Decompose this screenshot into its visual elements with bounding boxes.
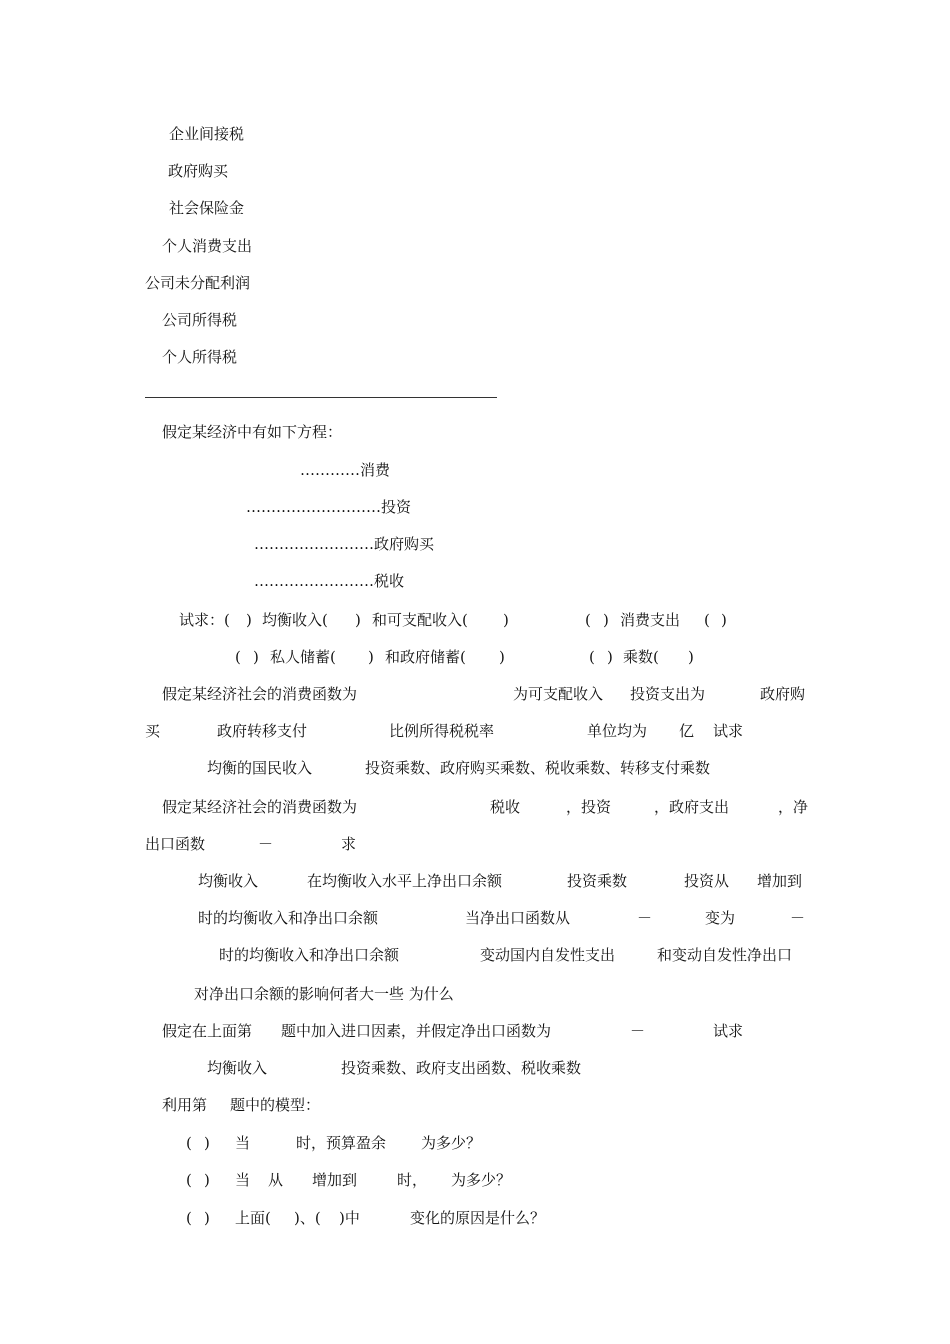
q5-item: ( — [186, 1171, 192, 1189]
q2-text: 政府转移支付 — [217, 722, 308, 740]
q5-item: 为多少？ — [451, 1171, 512, 1189]
q4-text: 均衡收入 — [207, 1059, 268, 1077]
q3-text: － — [790, 909, 806, 927]
q5-text: 题中的模型： — [230, 1096, 321, 1114]
q3-text: 时的均衡收入和净出口余额 — [198, 909, 379, 927]
q2-text: 试求 — [713, 722, 744, 740]
q4-text: 试求 — [713, 1022, 744, 1040]
q2-text: 亿 — [679, 722, 695, 740]
q3-text: 变动国内自发性支出 — [480, 946, 616, 964]
list-item: 公司未分配利润 — [145, 274, 251, 292]
q1-ask-text: 和可支配收入( — [372, 611, 468, 629]
q2-text: 单位均为 — [587, 722, 648, 740]
q3-text: 在均衡收入水平上净出口余额 — [307, 872, 503, 890]
q5-item: ) — [204, 1209, 210, 1227]
q1-ask-text: 消费支出 — [620, 611, 681, 629]
q2-text: 均衡的国民收入 — [207, 759, 313, 777]
q1-ask-text: 试求：( — [179, 611, 230, 629]
q1-ask-text: ) — [355, 611, 361, 629]
q5-item: 从 — [268, 1171, 284, 1189]
q1-ask-text: 和政府储蓄( — [385, 648, 466, 666]
q3-text: 时的均衡收入和净出口余额 — [219, 946, 400, 964]
list-item: 个人所得税 — [162, 348, 238, 366]
q3-text: 投资从 — [684, 872, 730, 890]
equation-investment: ………………………投资 — [246, 498, 412, 516]
divider — [145, 397, 497, 398]
q3-text: 投资乘数 — [567, 872, 628, 890]
q1-ask-text: ) — [721, 611, 727, 629]
q3-text: 增加到 — [757, 872, 803, 890]
q5-item: 上面( — [235, 1209, 271, 1227]
q5-item: 当 — [235, 1134, 251, 1152]
q5-item: )、( — [294, 1209, 321, 1227]
q3-text: 均衡收入 — [198, 872, 259, 890]
q5-item: ) — [204, 1171, 210, 1189]
q5-item: 增加到 — [312, 1171, 358, 1189]
q4-text: 假定在上面第 — [162, 1022, 253, 1040]
q3-text: － — [258, 835, 274, 853]
q5-item: 时，预算盈余 — [296, 1134, 387, 1152]
q4-text: － — [630, 1022, 646, 1040]
list-item: 社会保险金 — [169, 199, 245, 217]
q3-text: 和变动自发性净出口 — [657, 946, 793, 964]
q2-text: 买 — [145, 722, 161, 740]
q2-text: 投资支出为 — [630, 685, 706, 703]
q3-text: 对净出口余额的影响何者大一些 为什么 — [194, 985, 454, 1003]
list-item: 政府购买 — [168, 162, 229, 180]
q1-ask-text: 均衡收入( — [262, 611, 328, 629]
q2-text: 政府购 — [760, 685, 806, 703]
q3-text: 变为 — [705, 909, 736, 927]
q4-text: 题中加入进口因素，并假定净出口函数为 — [281, 1022, 552, 1040]
q5-item: 时， — [397, 1171, 428, 1189]
equation-government-purchase: ……………………政府购买 — [254, 535, 435, 553]
q1-ask-text: ) — [688, 648, 694, 666]
q2-text: 为可支配收入 — [513, 685, 604, 703]
q1-ask-text: 乘数( — [623, 648, 659, 666]
q3-text: － — [637, 909, 653, 927]
q1-ask-text: ) — [503, 611, 509, 629]
q4-text: 投资乘数、政府支出函数、税收乘数 — [341, 1059, 582, 1077]
q2-text: 比例所得税税率 — [389, 722, 495, 740]
list-item: 个人消费支出 — [162, 237, 253, 255]
q5-item: 当 — [235, 1171, 251, 1189]
q3-text: ，投资 — [566, 798, 612, 816]
q5-item: ) — [204, 1134, 210, 1152]
q5-item: )中 — [339, 1209, 360, 1227]
q1-ask-text: ) — [253, 648, 259, 666]
q3-text: 税收 — [490, 798, 521, 816]
q1-ask-text: ( — [585, 611, 591, 629]
q3-text: 求 — [341, 835, 357, 853]
q1-ask-text: ( — [235, 648, 241, 666]
q3-text: ，净 — [778, 798, 809, 816]
q3-text: 假定某经济社会的消费函数为 — [162, 798, 358, 816]
q5-item: ( — [186, 1134, 192, 1152]
q3-text: 当净出口函数从 — [465, 909, 571, 927]
q1-ask-text: ) — [368, 648, 374, 666]
q3-text: ，政府支出 — [654, 798, 730, 816]
q5-item: 为多少？ — [421, 1134, 482, 1152]
list-item: 公司所得税 — [162, 311, 238, 329]
q1-intro: 假定某经济中有如下方程： — [162, 423, 343, 441]
q3-text: 出口函数 — [145, 835, 206, 853]
q5-item: ( — [186, 1209, 192, 1227]
q5-item: 变化的原因是什么？ — [410, 1209, 546, 1227]
q2-text: 投资乘数、政府购买乘数、税收乘数、转移支付乘数 — [365, 759, 711, 777]
q1-ask-text: ( — [704, 611, 710, 629]
q1-ask-text: ) — [607, 648, 613, 666]
q1-ask-text: ) — [246, 611, 252, 629]
q1-ask-text: 私人储蓄( — [270, 648, 336, 666]
q1-ask-text: ( — [589, 648, 595, 666]
equation-tax: ……………………税收 — [254, 572, 405, 590]
q2-text: 假定某经济社会的消费函数为 — [162, 685, 358, 703]
q1-ask-text: ) — [499, 648, 505, 666]
q1-ask-text: ) — [603, 611, 609, 629]
list-item: 企业间接税 — [169, 125, 245, 143]
equation-consumption: …………消费 — [300, 461, 391, 479]
q5-text: 利用第 — [162, 1096, 208, 1114]
